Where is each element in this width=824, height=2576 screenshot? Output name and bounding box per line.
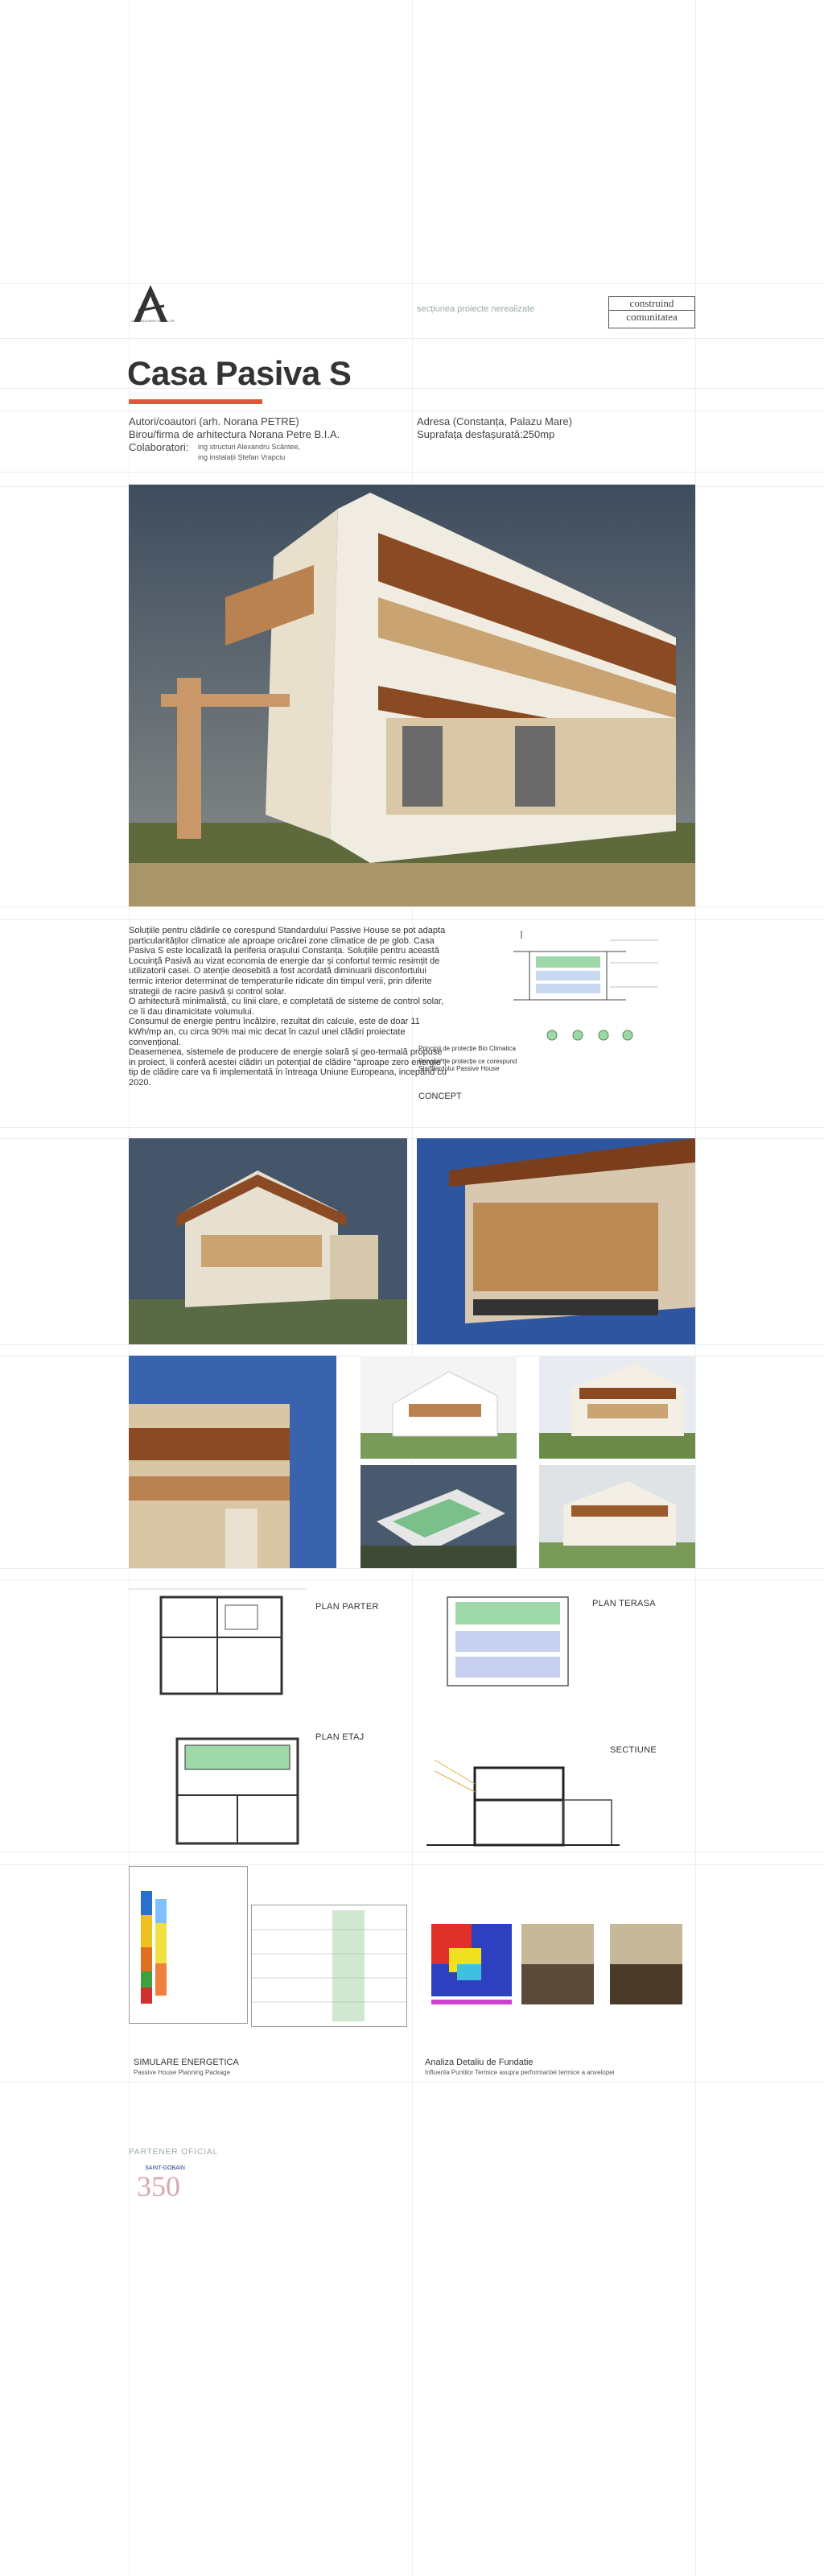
partner-label: PARTENER OFICIAL bbox=[129, 2148, 219, 2157]
main-render-image bbox=[129, 485, 695, 906]
grid-line bbox=[0, 338, 824, 339]
description-paragraph: Deasemenea, sistemele de producere de energie solară și geo-termală propuse in proiect, îi conferă acestei clădiri un potențial de clădire "aproape zero energie", tip de clădire care va fi implementată în întreaga Uniune Europeana, incepând cu 2020. bbox=[129, 1047, 447, 1088]
foundation-detail-images bbox=[425, 1916, 695, 2024]
grid-line bbox=[0, 919, 824, 920]
grid-line bbox=[0, 2082, 824, 2083]
section-tag: secțiunea proiecte nerealizate bbox=[417, 304, 535, 314]
logo-caption: UNIUNEA ARHITECTILOR bbox=[130, 319, 175, 323]
grid-line bbox=[695, 0, 696, 2576]
collaborator-2: ing instalații Ștefan Vrapciu bbox=[198, 453, 286, 461]
firm: Birou/firma de arhitectura Norana Petre B.I.A. bbox=[129, 428, 340, 440]
grid-line bbox=[0, 1568, 824, 1569]
plan-terasa-label: PLAN TERASA bbox=[592, 1599, 656, 1608]
phpp-table-image bbox=[251, 1905, 407, 2027]
render-image bbox=[417, 1138, 695, 1344]
authors: Autori/coautori (arh. Norana PETRE) bbox=[129, 415, 299, 427]
plan-etaj-label: PLAN ETAJ bbox=[315, 1732, 365, 1742]
section-drawing bbox=[426, 1752, 620, 1852]
collaborators-label: Colaboratori: bbox=[129, 441, 189, 453]
section-label: SECTIUNE bbox=[610, 1745, 657, 1755]
grid-line bbox=[0, 1127, 824, 1128]
address: Adresa (Constanța, Palazu Mare) bbox=[417, 415, 572, 427]
render-image bbox=[360, 1465, 517, 1568]
render-image bbox=[129, 1138, 407, 1344]
cc-logo-line2: comunitatea bbox=[609, 310, 694, 324]
saint-gobain-logo bbox=[137, 2165, 209, 2214]
render-image bbox=[129, 1356, 336, 1568]
area: Suprafața desfașurată:250mp bbox=[417, 428, 555, 440]
plan-terasa-drawing bbox=[431, 1581, 584, 1694]
grid-line bbox=[0, 1138, 824, 1139]
grid-line bbox=[0, 906, 824, 907]
grid-line bbox=[0, 472, 824, 473]
title-accent-bar bbox=[129, 399, 262, 404]
grid-line bbox=[0, 1344, 824, 1345]
detail-title: Analiza Detaliu de Fundatie bbox=[425, 2058, 534, 2067]
render-image bbox=[360, 1356, 517, 1459]
simulation-subtitle: Passive House Planning Package bbox=[134, 2069, 231, 2076]
plan-parter-drawing bbox=[129, 1581, 306, 1702]
concept-diagram bbox=[417, 923, 695, 1051]
description-paragraph: Soluțiile pentru clădirile ce corespund Standardului Passive House se pot adapta particularităților climatice ale aproape oricărei zone climatice de pe glob. Casa Pasiva S este localizată la periferia orașului Constanța. Soluțiile pentru această Locuință Pasivă au vizat economia de energie dar și confortul termic resimțit de utilizatorii casei. O atenție deosebită a fost acordată diminuarii disconfortului termic interior determinat de temperaturile ridicate din timpul verii, prin diferite strategii de racire pasivă și control solar. bbox=[129, 926, 446, 997]
construind-comunitatea-logo bbox=[608, 296, 695, 328]
concept-caption-1: Principii de protecție Bio Climatica bbox=[418, 1045, 516, 1052]
collaborator-1: ing structuri Alexandru Scântee, bbox=[198, 443, 301, 451]
partner-number: 350 bbox=[137, 2170, 180, 2202]
render-image bbox=[539, 1356, 695, 1459]
concept-label: CONCEPT bbox=[418, 1092, 462, 1101]
partner-brand: SAINT-GOBAIN bbox=[145, 2165, 185, 2171]
cc-logo-line1: construind bbox=[629, 297, 674, 309]
plan-parter-label: PLAN PARTER bbox=[315, 1602, 379, 1612]
description-paragraph: Consumul de energie pentru încălzire, rezultat din calcule, este de doar 11 kWh/mp an, cu circa 90% mai mic decat în cazul unei clădiri proiectate convențional. bbox=[129, 1017, 420, 1047]
grid-line bbox=[0, 388, 824, 389]
concept-caption-3: Standardului Passive House bbox=[418, 1065, 500, 1072]
grid-line bbox=[0, 283, 824, 284]
plan-etaj-drawing bbox=[161, 1723, 314, 1852]
grid-line bbox=[0, 1579, 824, 1580]
render-image bbox=[539, 1465, 695, 1568]
concept-caption-2: Principii de protecție ce corespund bbox=[418, 1058, 517, 1065]
grid-line bbox=[412, 0, 413, 2576]
phpp-chart-image bbox=[129, 1866, 248, 2024]
grid-line bbox=[0, 1864, 824, 1865]
simulation-title: SIMULARE ENERGETICA bbox=[134, 2058, 239, 2067]
page-title: Casa Pasiva S bbox=[127, 354, 352, 392]
detail-subtitle: Influenta Puntilor Termice asupra performantei termice a anvelopei bbox=[425, 2069, 615, 2076]
description-paragraph: O arhitectură minimalistă, cu linii clare, e completată de sisteme de control solar, ce îi dau dinamicitate volumului. bbox=[129, 997, 444, 1017]
project-description bbox=[129, 926, 449, 1088]
